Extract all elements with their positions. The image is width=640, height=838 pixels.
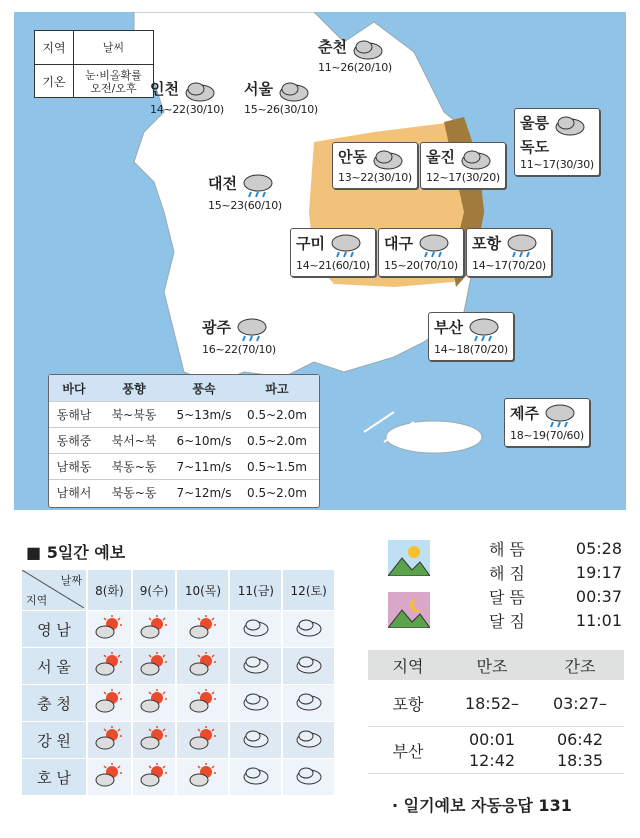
cloud-icon	[241, 615, 271, 639]
forecast-cell	[229, 648, 282, 685]
forecast-cell	[229, 685, 282, 722]
sea-row: 남해서 북동~동 7~12m/s 0.5~2.0m	[49, 479, 319, 505]
city-pohang: 포항 14~17(70/20)	[466, 228, 552, 277]
cloud-icon	[294, 726, 324, 750]
city-uljin: 울진 12~17(30/20)	[420, 142, 506, 189]
weather-map	[14, 12, 626, 510]
forecast-corner: 날짜 지역	[22, 570, 87, 611]
cloud-icon	[241, 763, 271, 787]
rain-cloud-icon	[467, 316, 501, 342]
sunrise-row: 해 뜸 05:28	[489, 538, 622, 559]
forecast-cell	[229, 759, 282, 796]
auto-response-phone: · 일기예보 자동응답 131	[392, 796, 572, 815]
cloud-icon	[553, 114, 587, 136]
city-gwangju: 광주 16~22(70/10)	[202, 316, 276, 357]
sea-conditions-table	[48, 374, 320, 508]
forecast-region: 강 원	[22, 722, 87, 759]
sun-cloud-icon	[94, 763, 124, 787]
tide-row-pohang: 포항 18:52– 03:27–	[368, 680, 624, 727]
forecast-row	[22, 722, 334, 759]
forecast-region: 서 울	[22, 648, 87, 685]
sun-cloud-icon	[94, 615, 124, 639]
rain-cloud-icon	[329, 232, 363, 258]
sun-cloud-icon	[139, 615, 169, 639]
rain-cloud-icon	[417, 232, 451, 258]
city-daejeon: 대전 15~23(60/10)	[208, 172, 282, 213]
forecast-date: 8(화)	[87, 570, 132, 611]
forecast-cell	[282, 759, 334, 796]
city-gumi: 구미 14~21(60/10)	[290, 228, 376, 277]
legend-precip: 눈·비올확률 오전/오후	[85, 68, 142, 95]
rain-cloud-icon	[241, 172, 275, 198]
sea-row: 남해동 북동~동 7~11m/s 0.5~1.5m	[49, 453, 319, 479]
city-seoul: 서울 15~26(30/10)	[244, 80, 318, 116]
forecast-cell	[132, 722, 177, 759]
tide-row-busan: 부산 00:0112:42 06:4218:35	[368, 727, 624, 774]
forecast-cell	[229, 611, 282, 648]
cloud-icon	[294, 763, 324, 787]
forecast-cell	[282, 611, 334, 648]
sun-cloud-icon	[94, 689, 124, 713]
cloud-icon	[371, 148, 405, 170]
sun-cloud-icon	[94, 652, 124, 676]
sunrise-icon	[388, 540, 430, 576]
sea-row: 동해남 북~북동 5~13m/s 0.5~2.0m	[49, 401, 319, 427]
forecast-cell	[176, 611, 229, 648]
moonset-row: 달 짐 11:01	[489, 610, 622, 631]
forecast-cell	[132, 685, 177, 722]
forecast-cell	[282, 685, 334, 722]
forecast-cell	[176, 759, 229, 796]
sun-cloud-icon	[188, 615, 218, 639]
cloud-icon	[241, 689, 271, 713]
city-jeju: 제주 18~19(70/60)	[504, 398, 590, 447]
forecast-cell	[132, 759, 177, 796]
sun-cloud-icon	[188, 726, 218, 750]
forecast-row	[22, 685, 334, 722]
cloud-icon	[459, 148, 493, 170]
forecast-cell	[132, 611, 177, 648]
forecast-cell	[229, 722, 282, 759]
legend-weather: 날씨	[102, 41, 125, 54]
cloud-icon	[351, 38, 385, 60]
forecast-date: 12(토)	[282, 570, 334, 611]
forecast-cell	[87, 685, 132, 722]
sun-cloud-icon	[188, 763, 218, 787]
cloud-icon	[241, 726, 271, 750]
forecast-cell	[87, 759, 132, 796]
sun-moon-times	[388, 536, 628, 632]
forecast-region: 충 청	[22, 685, 87, 722]
moonrise-row: 달 뜸 00:37	[489, 586, 622, 607]
city-andong: 안동 13~22(30/10)	[332, 142, 418, 189]
sunset-row: 해 짐 19:17	[489, 562, 622, 583]
city-busan: 부산 14~18(70/20)	[428, 312, 514, 361]
forecast-cell	[176, 722, 229, 759]
forecast-cell	[282, 722, 334, 759]
sea-header: 바다 풍향 풍속 파고	[49, 375, 319, 401]
city-chuncheon: 춘천 11~26(20/10)	[318, 38, 392, 74]
forecast-cell	[132, 648, 177, 685]
forecast-cell	[176, 648, 229, 685]
cloud-icon	[294, 615, 324, 639]
sea-row: 동해중 북서~북 6~10m/s 0.5~2.0m	[49, 427, 319, 453]
cloud-icon	[277, 80, 311, 102]
cloud-icon	[294, 652, 324, 676]
sun-cloud-icon	[139, 689, 169, 713]
forecast-cell	[176, 685, 229, 722]
sun-cloud-icon	[139, 652, 169, 676]
sun-cloud-icon	[188, 652, 218, 676]
map-legend	[34, 30, 154, 98]
forecast-row	[22, 648, 334, 685]
sun-cloud-icon	[139, 726, 169, 750]
tide-header: 지역 만조 간조	[368, 650, 624, 680]
city-incheon: 인천 14~22(30/10)	[150, 80, 224, 116]
forecast-cell	[87, 611, 132, 648]
rain-cloud-icon	[505, 232, 539, 258]
forecast-title: ■ 5일간 예보	[26, 543, 126, 562]
forecast-region: 영 남	[22, 611, 87, 648]
forecast-cell	[87, 722, 132, 759]
cloud-icon	[183, 80, 217, 102]
cloud-icon	[241, 652, 271, 676]
cloud-icon	[294, 689, 324, 713]
five-day-forecast-table	[22, 570, 334, 796]
legend-temp: 기온	[35, 65, 74, 98]
sun-cloud-icon	[139, 763, 169, 787]
forecast-cell	[282, 648, 334, 685]
rain-cloud-icon	[235, 316, 269, 342]
sun-cloud-icon	[188, 689, 218, 713]
moonrise-icon	[388, 592, 430, 628]
forecast-row	[22, 611, 334, 648]
forecast-cell	[87, 648, 132, 685]
forecast-date: 10(목)	[176, 570, 229, 611]
legend-region: 지역	[35, 31, 74, 64]
forecast-date: 11(금)	[229, 570, 282, 611]
forecast-region: 호 남	[22, 759, 87, 796]
city-daegu: 대구 15~20(70/10)	[378, 228, 464, 277]
forecast-date: 9(수)	[132, 570, 177, 611]
sun-cloud-icon	[94, 726, 124, 750]
rain-cloud-icon	[543, 402, 577, 428]
forecast-row	[22, 759, 334, 796]
tide-table	[368, 650, 624, 774]
city-ulleung-dokdo: 울릉 독도 11~17(30/30)	[514, 108, 600, 176]
